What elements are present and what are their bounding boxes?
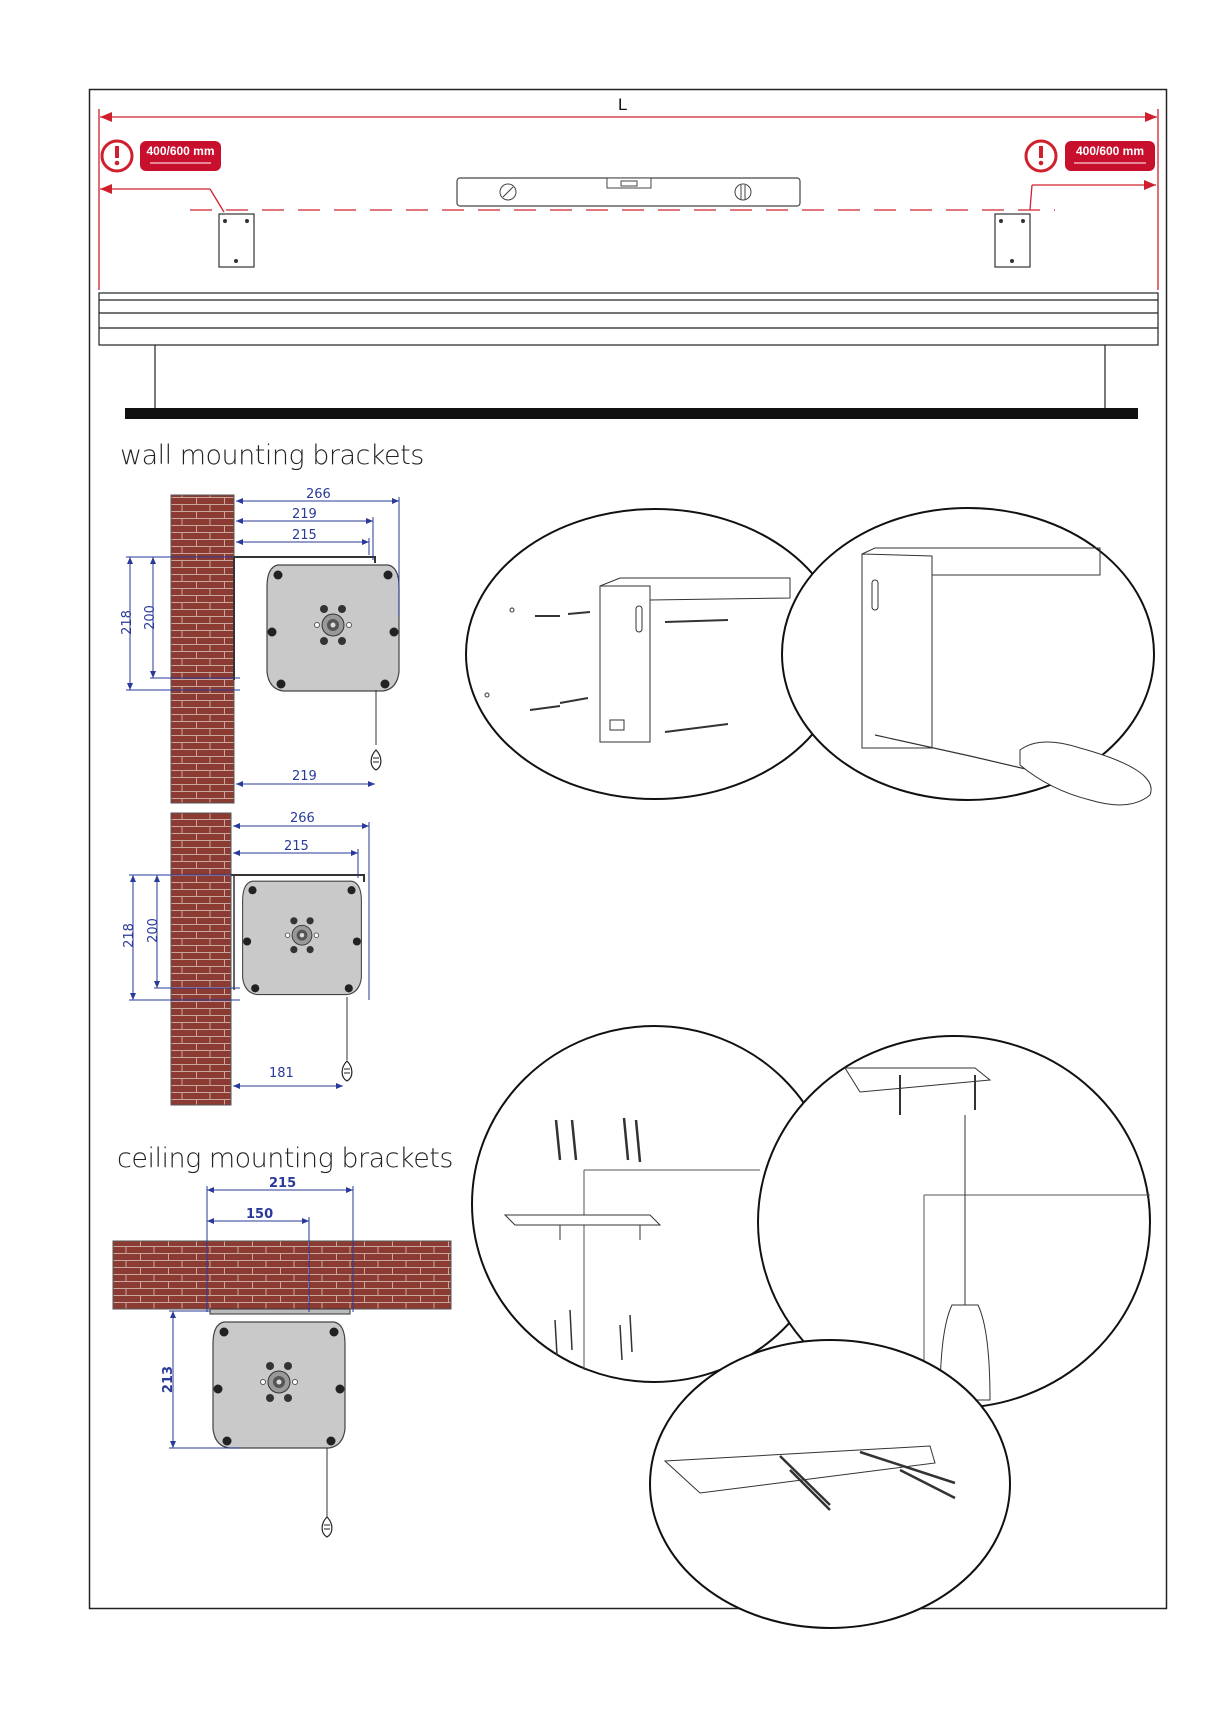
right-distance-label: 400/600 mm <box>1075 144 1145 158</box>
dim-213-ceiling: 213 <box>161 1365 177 1394</box>
dim-218-b: 218 <box>121 923 137 948</box>
bracket-left <box>219 214 254 267</box>
ceiling-section-title: ceiling mounting brackets <box>117 1143 453 1174</box>
dim-150-ceiling: 150 <box>246 1207 274 1222</box>
bottom-bar <box>125 408 1138 419</box>
spirit-level <box>457 178 800 206</box>
dim-266-a: 266 <box>306 487 331 502</box>
dim-219-top-a: 219 <box>292 507 317 522</box>
dim-215-ceiling: 215 <box>269 1176 297 1191</box>
wall-section-title: wall mounting brackets <box>120 440 424 471</box>
dim-215-b: 215 <box>284 839 309 854</box>
dim-215-a: 215 <box>292 528 317 543</box>
left-distance-label: 400/600 mm <box>146 144 215 158</box>
dim-218-a: 218 <box>119 610 135 635</box>
bracket-right <box>995 214 1030 267</box>
length-label: L <box>618 95 628 114</box>
wall-drawing-b <box>129 813 369 1105</box>
dim-266-b: 266 <box>290 811 315 826</box>
dim-200-a: 200 <box>142 605 158 630</box>
dim-200-b: 200 <box>145 918 161 943</box>
ceiling-detail-circle-3 <box>650 1340 1010 1628</box>
warning-icon-left <box>102 141 132 171</box>
dim-181-b: 181 <box>269 1066 294 1081</box>
wall-detail-circle-2 <box>782 508 1154 805</box>
screen-cassette <box>99 293 1158 410</box>
dim-219-bottom-a: 219 <box>292 769 317 784</box>
warning-icon-right <box>1026 141 1056 171</box>
ceiling-drawing <box>113 1186 451 1537</box>
wall-drawing-a <box>126 495 399 803</box>
overview-diagram <box>99 109 1158 419</box>
